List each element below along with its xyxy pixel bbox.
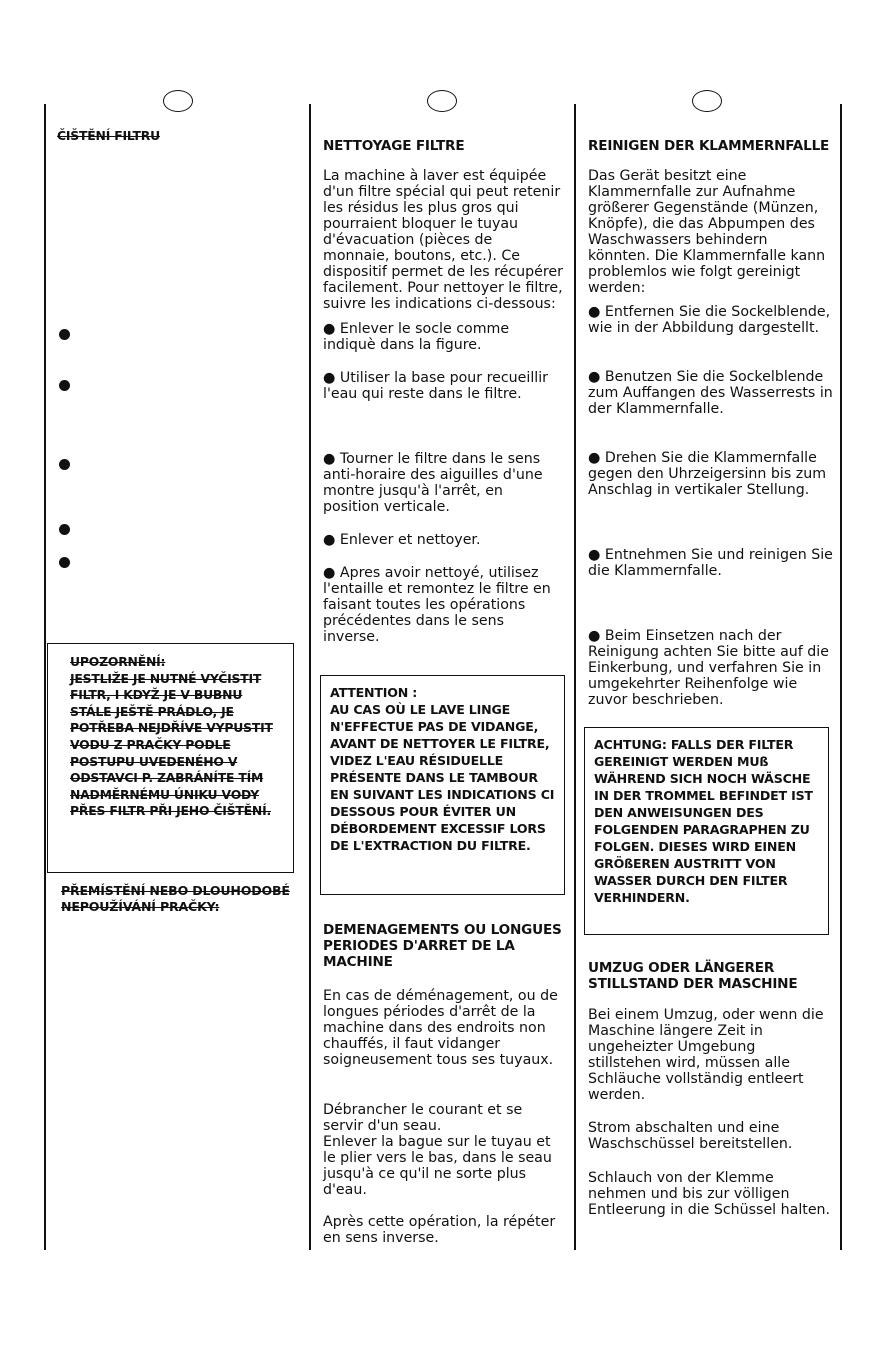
de-bullet-3: ● Drehen Sie die Klammernfalle gegen den Uhrzeigersinn bis zum Anschlag in vertikaler Stellung. bbox=[588, 450, 833, 498]
language-circle-fr bbox=[427, 90, 457, 112]
cz-bullet-4 bbox=[59, 524, 70, 535]
de-bullet-5: ● Beim Einsetzen nach der Reinigung achten Sie bitte auf die Einkerbung, und verfahren Sie in umgekehrter Reihenfolge wie zuvor beschrieben. bbox=[588, 628, 833, 708]
de-paragraph-1: Bei einem Umzug, oder wenn die Maschine längere Zeit in ungeheizter Umgebung stillstehen wird, müssen alle Schläuche vollständig entleert werden. bbox=[588, 1007, 824, 1103]
language-circle-de bbox=[692, 90, 722, 112]
fr-bullet-1: ● Enlever le socle comme indiquè dans la figure. bbox=[323, 321, 563, 353]
column-rule-right bbox=[840, 104, 842, 1250]
de-intro: Das Gerät besitzt eine Klammernfalle zur Aufnahme größerer Gegenstände (Münzen, Knöpfe), die das Abpumpen des Waschwassers behindern könnten. Die Klammernfalle kann problemlos wie folgt gereinigt werden: bbox=[588, 167, 826, 296]
fr-warning-box: ATTENTION : AU CAS OÙ LE LAVE LINGE N'EFFECTUE PAS DE VIDANGE, AVANT DE NETTOYER LE FILTRE, VIDEZ L'EAU RÉSIDUELLE PRÉSENTE DANS LE TAMBOUR EN SUIVANT LES INDICATIONS CI DESSOUS POUR ÉVITER UN DÉBORDEMENT EXCESSIF LORS DE L'EXTRACTION DU FILTRE. bbox=[320, 675, 565, 895]
de-section-title: REINIGEN DER KLAMMERNFALLE bbox=[588, 137, 830, 154]
fr-section-title: NETTOYAGE FILTRE bbox=[323, 137, 465, 154]
fr-text-top bbox=[323, 124, 563, 326]
cz-section-title-2: PŘEMÍSTĚNÍ NEBO DLOUHODOBÉ NEPOUŽÍVÁNÍ PRAČKY: bbox=[61, 883, 290, 914]
column-rule-center-left bbox=[309, 104, 311, 1250]
cz-bullet-2 bbox=[59, 380, 70, 391]
fr-paragraph-1: En cas de déménagement, ou de longues périodes d'arrêt de la machine dans des endroits non chauffés, il faut vidanger soigneusement tous ses tuyaux. bbox=[323, 988, 558, 1068]
fr-bullet-5: ● Apres avoir nettoyé, utilisez l'entaille et remontez le filtre en faisant toutes les opérations précédentes dans le sens inverse. bbox=[323, 565, 563, 645]
cz-bullet-3 bbox=[59, 459, 70, 470]
fr-intro: La machine à laver est équipée d'un filtre spécial qui peut retenir les résidus les plus gros qui pourraient bloquer le tuyau d'évacuation (pièces de monnaie, boutons, etc.). Ce dispositif permet de les récupérer facilement. Pour nettoyer le filtre, suivre les indications ci-dessous: bbox=[323, 167, 563, 312]
column-rule-center-right bbox=[574, 104, 576, 1250]
de-bullet-1: ● Entfernen Sie die Sockelblende, wie in der Abbildung dargestellt. bbox=[588, 304, 833, 336]
fr-bullet-3: ● Tourner le filtre dans le sens anti-horaire des aiguilles d'une montre jusqu'à l'arrêt, en position verticale. bbox=[323, 451, 563, 515]
fr-paragraph-2: Débrancher le courant et se servir d'un seau. Enlever la bague sur le tuyau et le plier vers le bas, dans le seau jusqu'à ce qu'il ne sorte plus d'eau. bbox=[323, 1102, 552, 1198]
cz-bullet-5 bbox=[59, 557, 70, 568]
cz-bullet-1 bbox=[59, 329, 70, 340]
fr-bullet-2: ● Utiliser la base pour recueillir l'eau qui reste dans le filtre. bbox=[323, 370, 563, 402]
column-rule-left bbox=[44, 104, 46, 1250]
language-circle-cz bbox=[163, 90, 193, 112]
de-section-title-2: UMZUG ODER LÄNGERER STILLSTAND DER MASCHINE bbox=[588, 960, 798, 992]
cz-warning-box: UPOZORNĚNÍ: JESTLIŽE JE NUTNÉ VYČISTIT FILTR, I KDYŽ JE V BUBNU STÁLE JEŠTĚ PRÁDLO, JE POTŘEBA NEJDŘÍVE VYPUSTIT VODU Z PRAČKY PODLE POSTUPU UVEDENÉHO V ODSTAVCI P. ZABRÁNÍTE TÍM NADMĚRNÉMU ÚNIKU VODY PŘES FILTR PŘI JEHO ČIŠTĚNÍ. bbox=[47, 643, 294, 873]
de-warning-box: ACHTUNG: FALLS DER FILTER GEREINIGT WERDEN MUß WÄHREND SICH NOCH WÄSCHE IN DER TROMMEL BEFINDET IST DEN ANWEISUNGEN DES FOLGENDEN PARAGRAPHEN ZU FOLGEN. DIESES WIRD EINEN GRÖßEREN AUSTRITT VON WASSER DURCH DEN FILTER VERHINDERN. bbox=[584, 727, 829, 935]
fr-paragraph-3: Après cette opération, la répéter en sens inverse. bbox=[323, 1214, 556, 1246]
fr-section-title-2: DEMENAGEMENTS OU LONGUES PERIODES D'ARRET DE LA MACHINE bbox=[323, 922, 562, 970]
de-bullet-2: ● Benutzen Sie die Sockelblende zum Auffangen des Wasserrests in der Klammernfalle. bbox=[588, 369, 833, 417]
de-bullet-4: ● Entnehmen Sie und reinigen Sie die Klammernfalle. bbox=[588, 547, 833, 579]
de-paragraph-2: Strom abschalten und eine Waschschüssel bereitstellen. bbox=[588, 1120, 793, 1152]
cz-section-title: ČIŠTĚNÍ FILTRU bbox=[57, 128, 161, 143]
de-text-top bbox=[588, 124, 833, 310]
de-paragraph-3: Schlauch von der Klemme nehmen und bis zur völligen Entleerung in die Schüssel halten. bbox=[588, 1170, 831, 1218]
fr-bullet-4: ● Enlever et nettoyer. bbox=[323, 532, 563, 548]
